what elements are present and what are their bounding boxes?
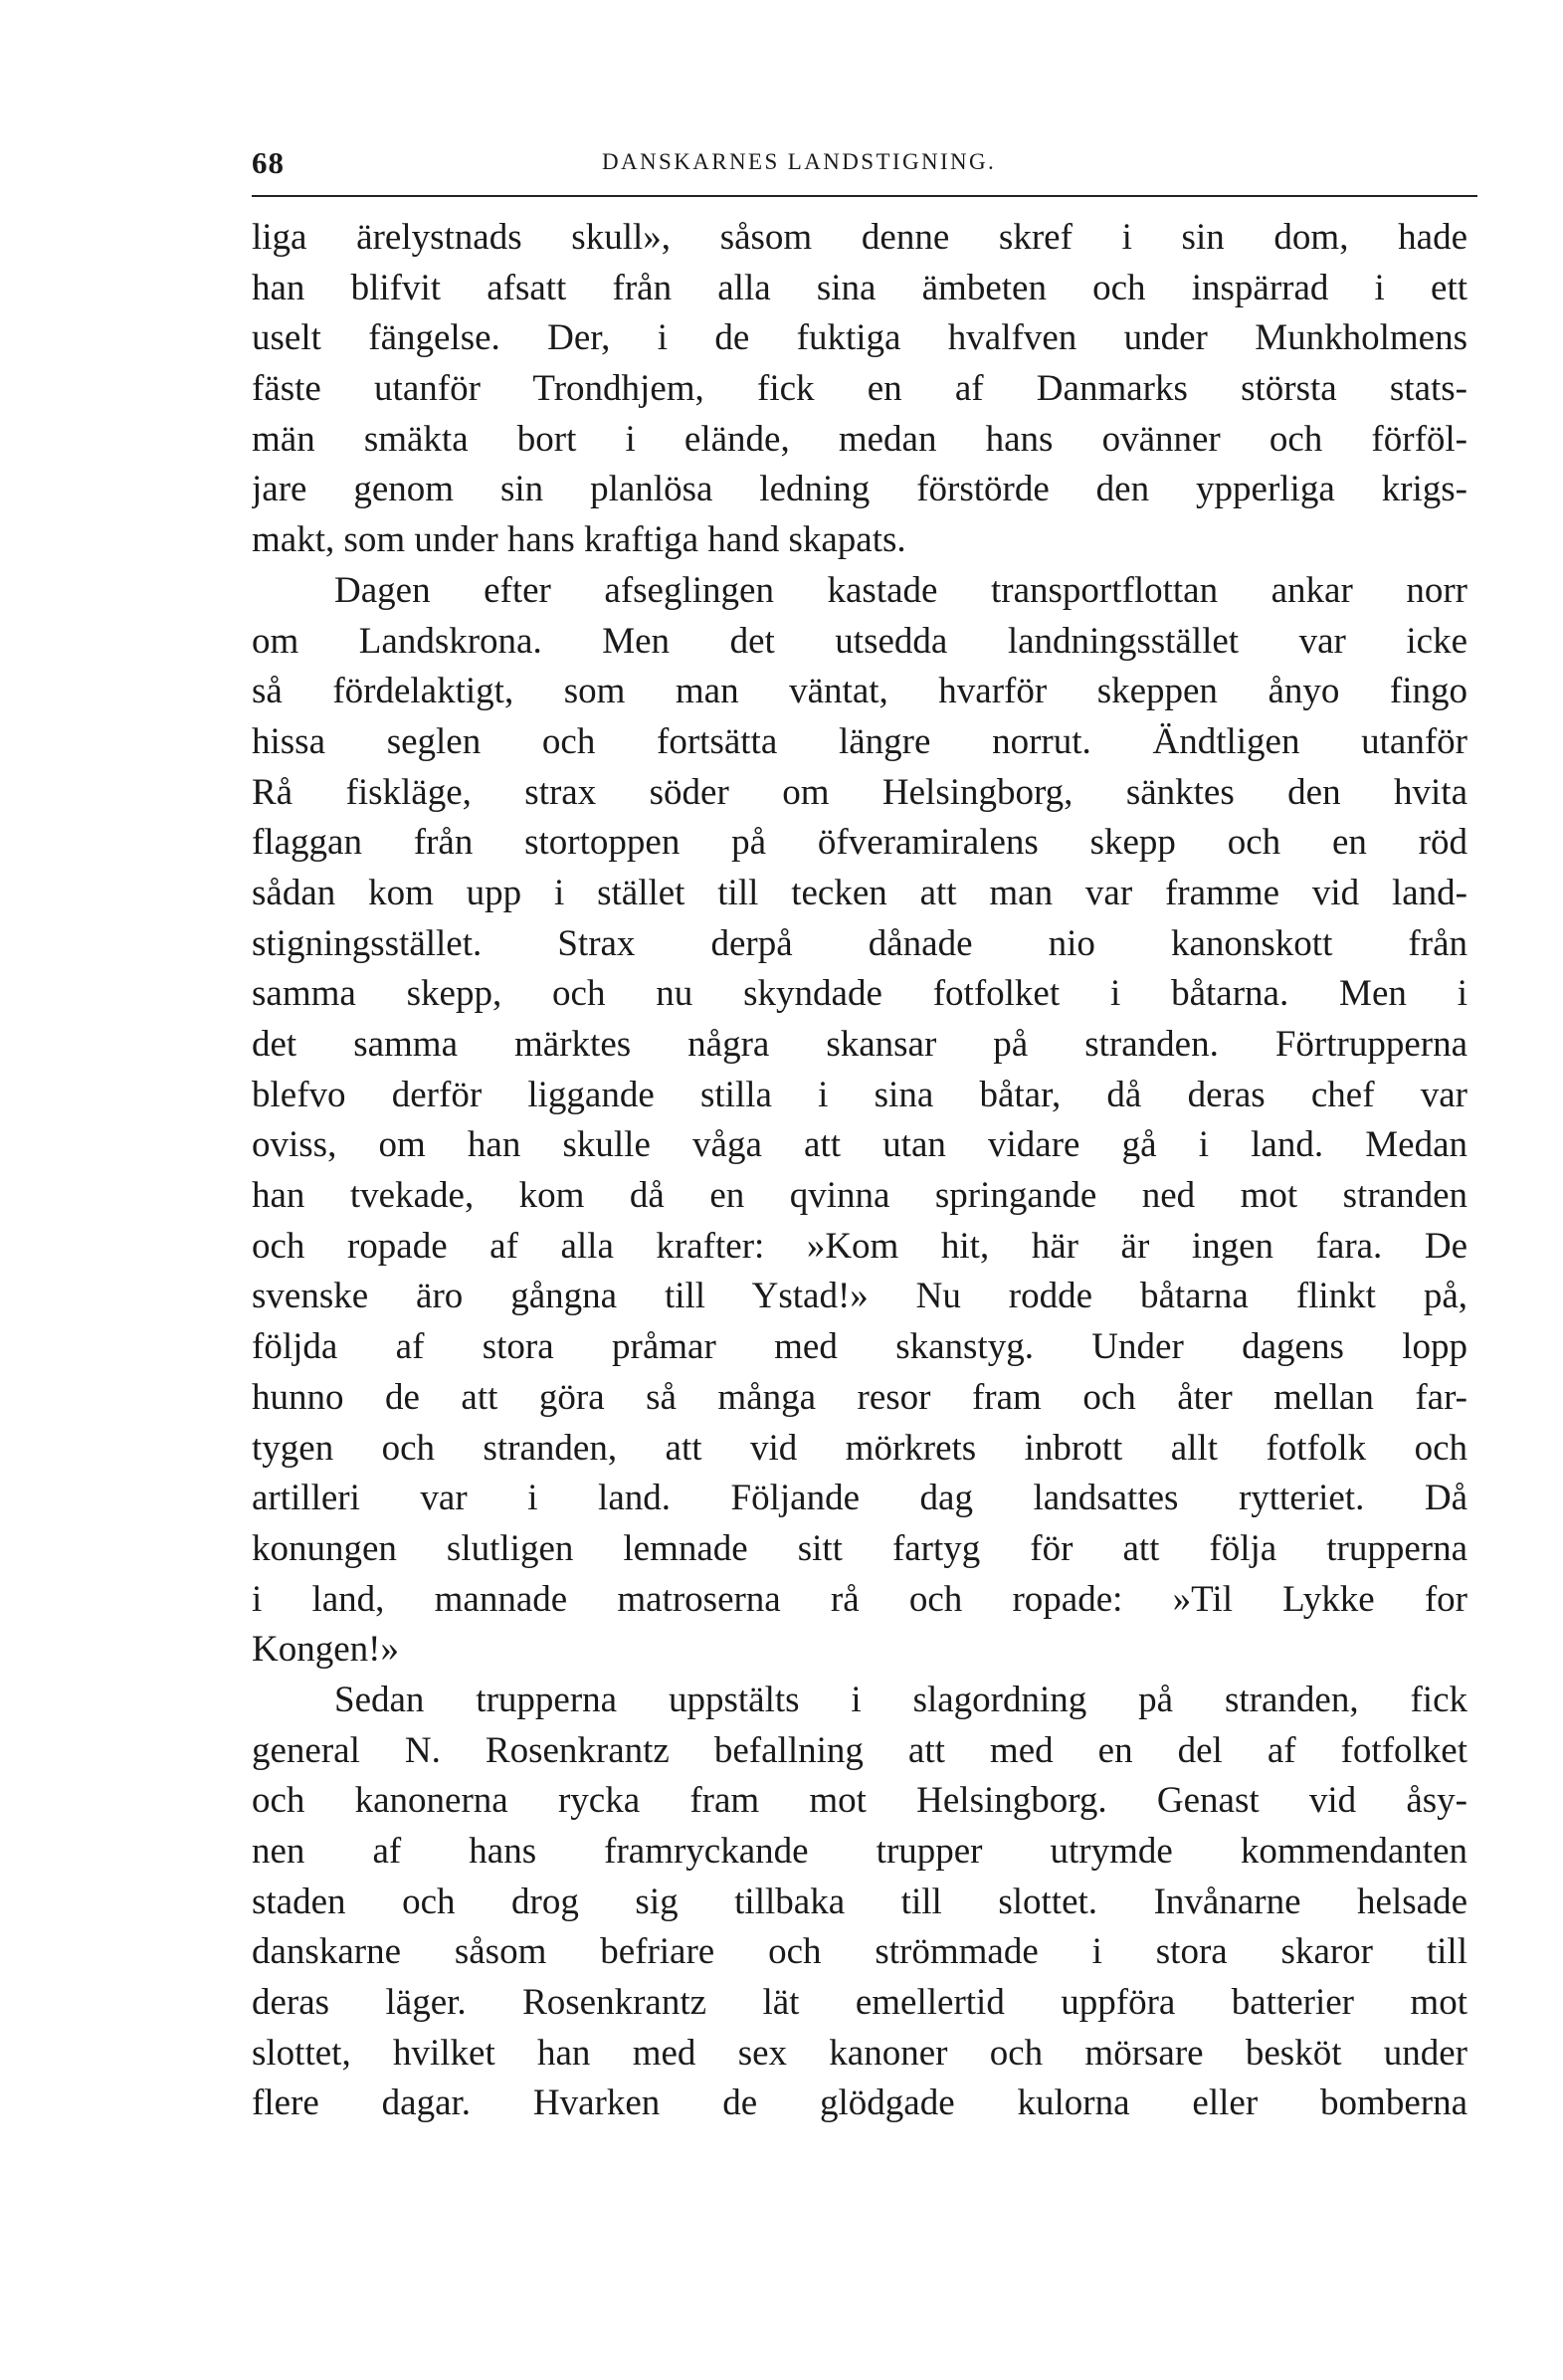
text-line: han blifvit afsatt från alla sina ämbeten och inspärrad i ett: [252, 267, 1467, 308]
running-head: [252, 145, 1477, 189]
page-number: 68: [252, 145, 285, 180]
text-line: nen af hans framryckande trupper utrymde kommendanten: [252, 1831, 1467, 1872]
text-line: deras läger. Rosenkrantz lät emellertid uppföra batterier mot: [252, 1982, 1467, 2024]
text-line: flaggan från stortoppen på öfveramiralens skepp och en röd: [252, 822, 1467, 864]
text-line: Rå fiskläge, strax söder om Helsingborg, sänktes den hvita: [252, 771, 1467, 813]
paragraph-start-line: Dagen efter afseglingen kastade transportflottan ankar norr: [334, 569, 1467, 611]
text-line: samma skepp, och nu skyndade fotfolket i båtarna. Men i: [252, 973, 1467, 1015]
text-line: flere dagar. Hvarken de glödgade kulorna eller bomberna: [252, 2082, 1467, 2124]
text-line: han tvekade, kom då en qvinna springande ned mot stranden: [252, 1175, 1467, 1217]
text-line: jare genom sin planlösa ledning förstörde den ypperliga krigs-: [252, 469, 1467, 510]
text-line: och ropade af alla krafter: »Kom hit, här är ingen fara. De: [252, 1225, 1467, 1267]
text-line: om Landskrona. Men det utsedda landningsstället var icke: [252, 620, 1467, 662]
text-line: och kanonerna rycka fram mot Helsingborg. Genast vid åsy-: [252, 1780, 1467, 1822]
paragraph-start-line: Sedan trupperna uppstälts i slagordning på stranden, fick: [334, 1679, 1467, 1720]
text-line: män smäkta bort i elände, medan hans ovänner och förföl-: [252, 418, 1467, 460]
text-line: det samma märktes några skansar på stranden. Förtrupperna: [252, 1024, 1467, 1065]
text-line: sådan kom upp i stället till tecken att man var framme vid land-: [252, 872, 1467, 913]
text-line: staden och drog sig tillbaka till slottet. Invånarne helsade: [252, 1881, 1467, 1922]
text-line: slottet, hvilket han med sex kanoner och mörsare besköt under: [252, 2032, 1467, 2074]
text-line: fäste utanför Trondhjem, fick en af Danmarks största stats-: [252, 368, 1467, 410]
text-line: stigningsstället. Strax derpå dånade nio kanonskott från: [252, 922, 1467, 964]
text-line: uselt fängelse. Der, i de fuktiga hvalfven under Munkholmens: [252, 317, 1467, 359]
text-line: konungen slutligen lemnade sitt fartyg för att följa trupperna: [252, 1527, 1467, 1569]
text-line: svenske äro gångna till Ystad!» Nu rodde båtarna flinkt på,: [252, 1276, 1467, 1317]
running-title: DANSKARNES LANDSTIGNING.: [602, 149, 997, 174]
text-line: general N. Rosenkrantz befallning att med en del af fotfolket: [252, 1729, 1467, 1771]
text-line: tygen och stranden, att vid mörkrets inbrott allt fotfolk och: [252, 1427, 1467, 1469]
text-line: liga ärelystnads skull», såsom denne skref i sin dom, hade: [252, 217, 1467, 258]
text-line: så fördelaktigt, som man väntat, hvarför skeppen ånyo fingo: [252, 671, 1467, 712]
paragraph-end-line: makt, som under hans kraftiga hand skapats.: [252, 519, 906, 561]
paragraph-end-line: Kongen!»: [252, 1629, 399, 1671]
header-rule: [252, 195, 1477, 197]
text-line: följda af stora pråmar med skanstyg. Under dagens lopp: [252, 1326, 1467, 1368]
text-line: hunno de att göra så många resor fram och åter mellan far-: [252, 1376, 1467, 1418]
text-line: danskarne såsom befriare och strömmade i stora skaror till: [252, 1931, 1467, 1973]
text-line: i land, mannade matroserna rå och ropade: »Til Lykke for: [252, 1578, 1467, 1620]
text-line: hissa seglen och fortsätta längre norrut. Ändtligen utanför: [252, 720, 1467, 762]
body-text: [252, 213, 1467, 2129]
text-line: artilleri var i land. Följande dag landsattes rytteriet. Då: [252, 1478, 1467, 1519]
text-line: blefvo derför liggande stilla i sina båtar, då deras chef var: [252, 1074, 1467, 1115]
text-line: oviss, om han skulle våga att utan vidare gå i land. Medan: [252, 1124, 1467, 1166]
